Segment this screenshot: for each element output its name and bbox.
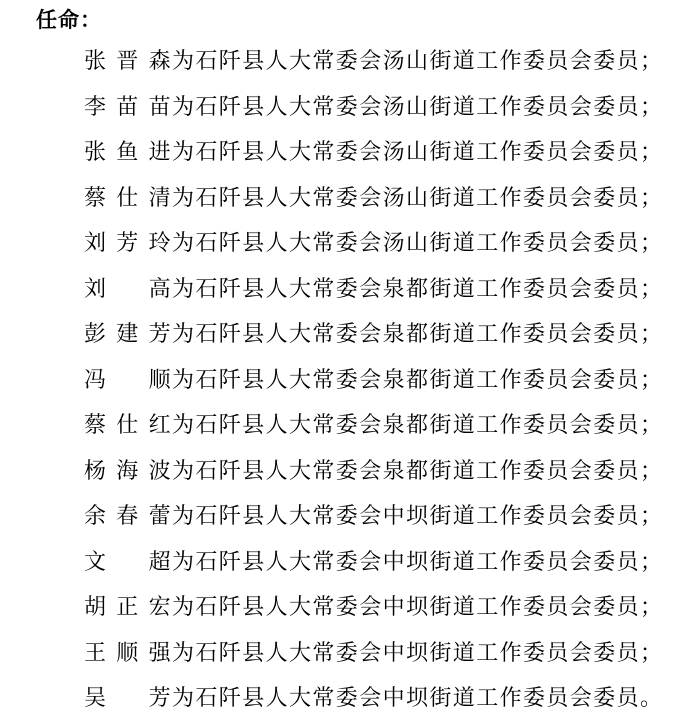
appointment-list: [84, 42, 663, 725]
appointment-entry: [84, 634, 663, 680]
appointee-name: 彭建芳: [84, 322, 172, 347]
appointee-name: 张晋森: [84, 49, 172, 74]
appointee-name: 张鱼进: [84, 140, 172, 165]
appointee-name: 刘 高: [84, 276, 172, 302]
appointment-entry: [84, 42, 663, 88]
appointee-name: 杨海波: [84, 458, 172, 484]
appointment-text: 为石阡县人大常委会中坝街道工作委员会委员。: [172, 686, 664, 711]
appointee-name: 文 超: [84, 549, 172, 575]
appointment-text: 为石阡县人大常委会泉都街道工作委员会委员；: [172, 413, 664, 438]
appointment-text: 为石阡县人大常委会中坝街道工作委员会委员；: [172, 549, 664, 575]
appointment-text: 为石阡县人大常委会汤山街道工作委员会委员；: [172, 185, 664, 211]
appointment-entry: [84, 133, 663, 179]
appointment-text: 为石阡县人大常委会中坝街道工作委员会委员；: [172, 640, 664, 666]
appointment-text: 为石阡县人大常委会泉都街道工作委员会委员；: [172, 276, 664, 302]
appointment-text: 为石阡县人大常委会汤山街道工作委员会委员；: [172, 94, 664, 120]
appointee-name: 余春蕾: [84, 504, 172, 529]
appointee-name: 蔡仕清: [84, 185, 172, 211]
appointment-entry: [84, 88, 663, 134]
appointment-entry: [84, 588, 663, 634]
appointee-name: 胡正宏: [84, 595, 172, 620]
section-heading: 任命：: [36, 8, 102, 32]
appointment-text: 为石阡县人大常委会汤山街道工作委员会委员；: [172, 140, 664, 165]
appointment-entry: [84, 315, 663, 361]
appointment-entry: [84, 270, 663, 316]
appointment-entry: [84, 224, 663, 270]
appointment-entry: [84, 361, 663, 407]
appointee-name: 冯 顺: [84, 367, 172, 393]
appointment-text: 为石阡县人大常委会中坝街道工作委员会委员；: [172, 595, 664, 620]
appointee-name: 李苗苗: [84, 94, 172, 120]
appointment-text: 为石阡县人大常委会汤山街道工作委员会委员；: [172, 49, 664, 74]
appointee-name: 蔡仕红: [84, 413, 172, 438]
appointment-text: 为石阡县人大常委会泉都街道工作委员会委员；: [172, 458, 664, 484]
appointment-entry: [84, 452, 663, 498]
appointee-name: 刘芳玲: [84, 231, 172, 256]
appointment-text: 为石阡县人大常委会汤山街道工作委员会委员；: [172, 231, 664, 256]
appointee-name: 王顺强: [84, 640, 172, 666]
appointment-text: 为石阡县人大常委会泉都街道工作委员会委员；: [172, 322, 664, 347]
appointment-entry: [84, 179, 663, 225]
appointment-text: 为石阡县人大常委会中坝街道工作委员会委员；: [172, 504, 664, 529]
appointment-entry: [84, 497, 663, 543]
appointment-entry: [84, 406, 663, 452]
appointment-entry: [84, 679, 663, 725]
appointment-entry: [84, 543, 663, 589]
appointment-text: 为石阡县人大常委会泉都街道工作委员会委员；: [172, 367, 664, 393]
appointee-name: 吴 芳: [84, 686, 172, 711]
